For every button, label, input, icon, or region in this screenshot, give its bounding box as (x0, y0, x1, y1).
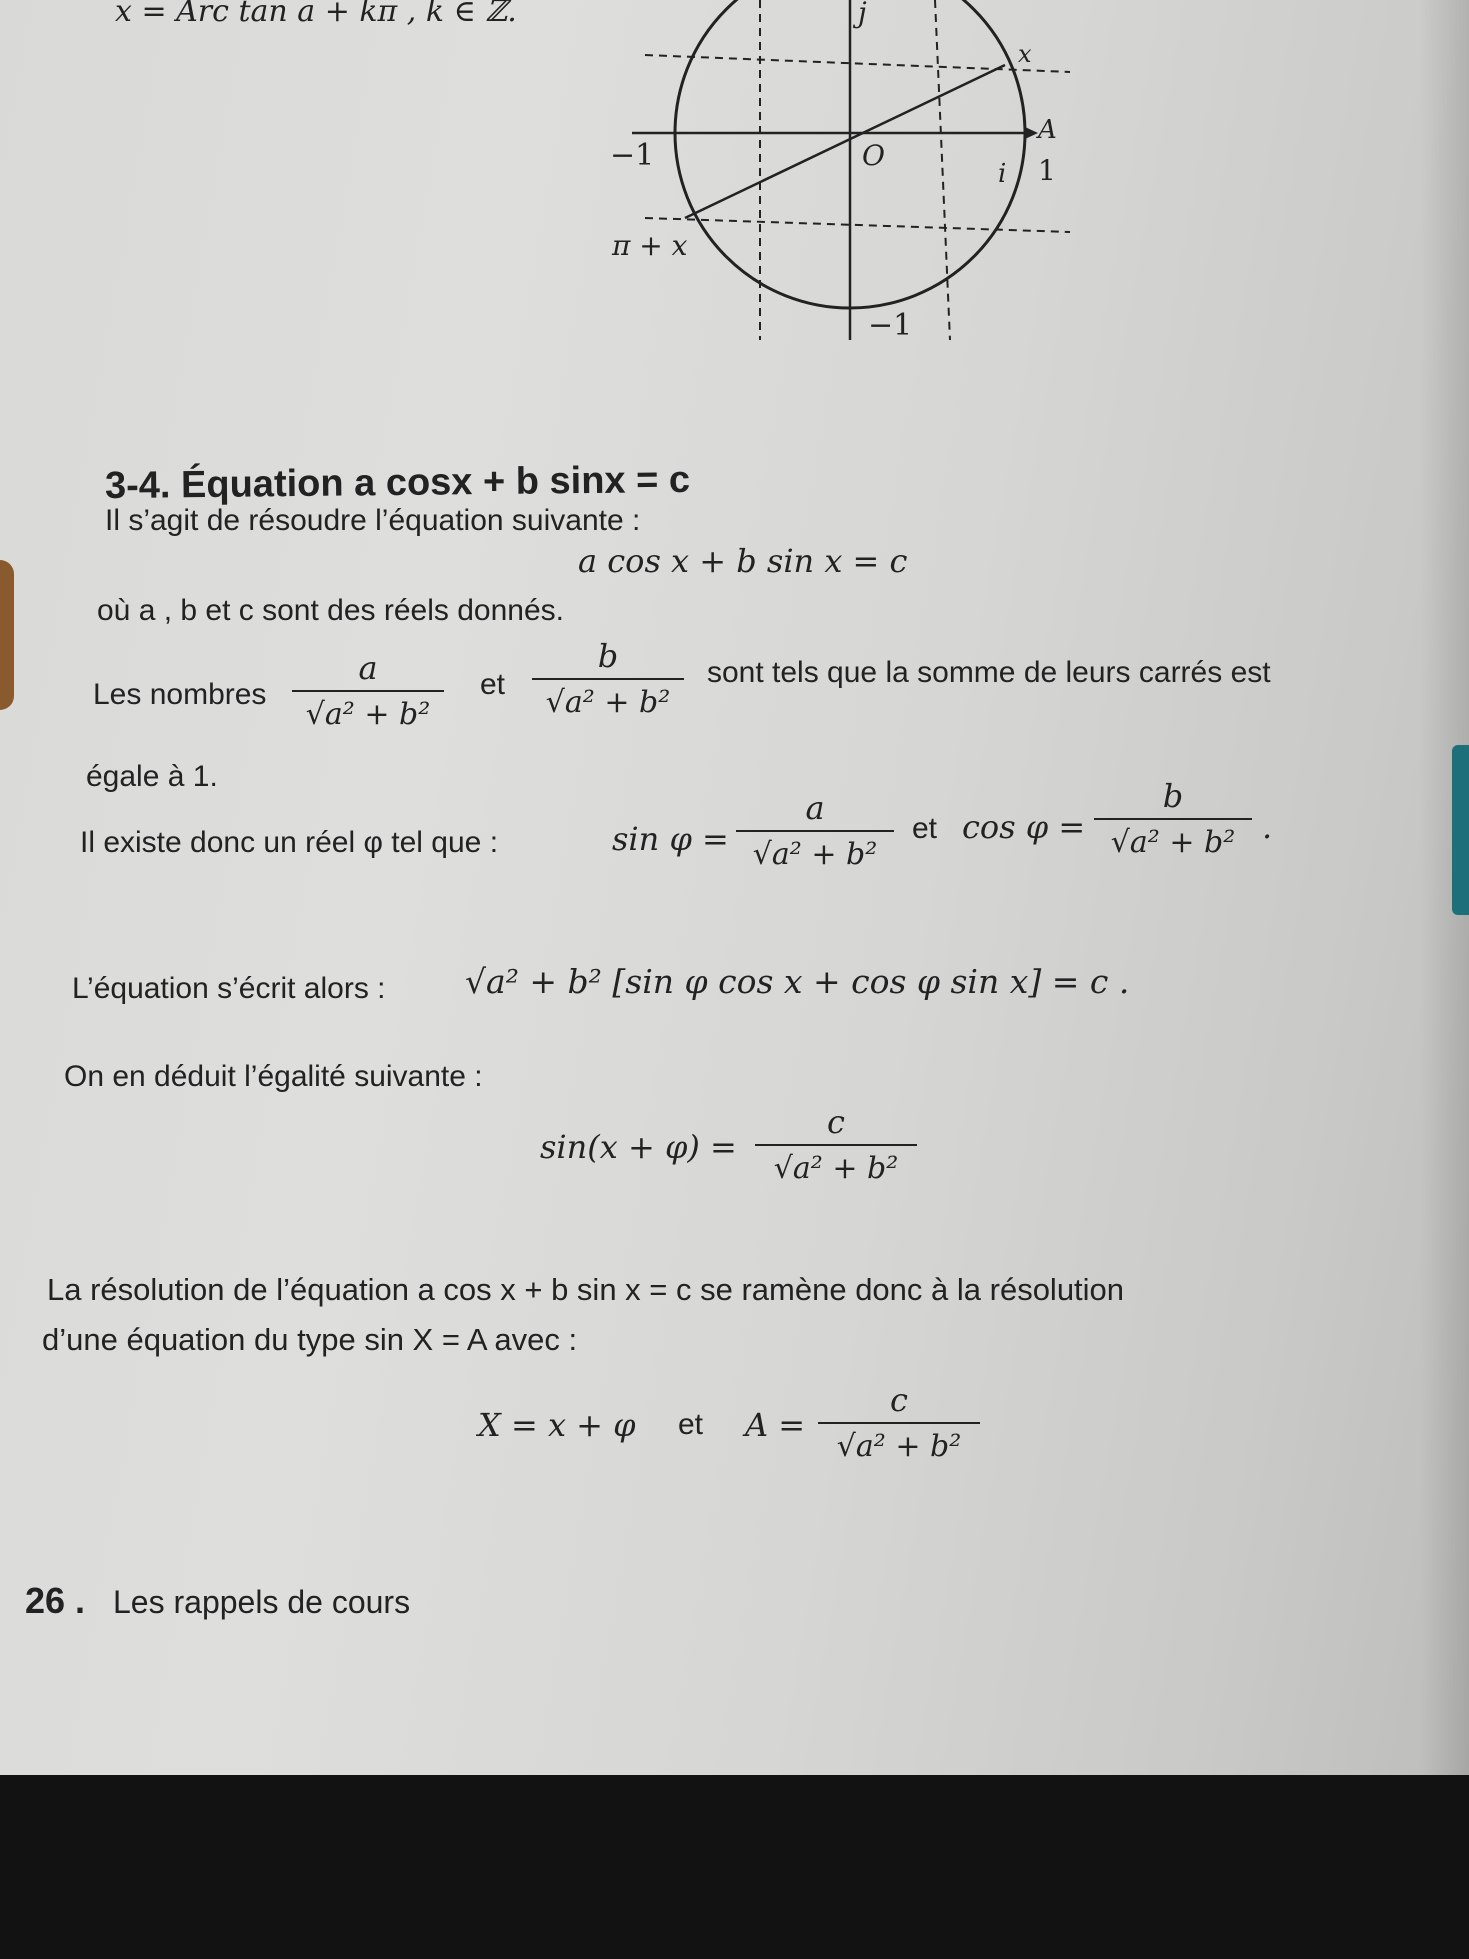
footer-page-number: 26 . (25, 1580, 86, 1621)
period: . (1262, 808, 1273, 846)
dark-background (0, 1775, 1469, 1959)
fraction-cos-numerator: b (1162, 777, 1184, 815)
fraction-cos-denominator: √a² + b² (1110, 825, 1236, 860)
fraction-A-numerator: c (890, 1381, 908, 1419)
somme-text: sont tels que la somme de leurs carrés est (707, 656, 1271, 689)
et-text-2: et (912, 812, 938, 845)
label-A: A (1038, 115, 1057, 145)
page-fold-shadow (0, 560, 14, 710)
dashed-bottom (645, 218, 1070, 232)
fraction-bar (755, 1144, 917, 1146)
fraction-cos-phi (1094, 776, 1252, 864)
ecrit-equation: √a² + b² [sin φ cos x + cos φ sin x] = c . (465, 962, 1130, 1001)
fraction-c-numerator: c (827, 1103, 845, 1141)
fraction-sin-denominator: √a² + b² (752, 837, 878, 872)
resolution-line-2: d’une équation du type sin X = A avec : (42, 1322, 578, 1357)
section-heading: 3-4. Équation a cosx + b sinx = c (104, 458, 691, 508)
label-x: x (1018, 40, 1032, 68)
deduit-text: On en déduit l’égalité suivante : (64, 1060, 483, 1093)
ecrit-label: L’équation s’écrit alors : (72, 972, 386, 1005)
fraction-a (292, 648, 444, 736)
main-equation: a cos x + b sin x = c (578, 542, 908, 580)
X-equation: X = x + φ (478, 1406, 636, 1444)
intro-text: Il s’agit de résoudre l’équation suivante : (105, 504, 641, 537)
cos-phi-label: cos φ = (962, 808, 1086, 846)
resolution-line-1: La résolution de l’équation a cos x + b sin x = c se ramène donc à la résolution (47, 1272, 1125, 1307)
fraction-bar (532, 678, 684, 680)
fraction-bar (736, 830, 894, 832)
A-equation-label: A = (745, 1406, 806, 1444)
fraction-a-numerator: a (358, 649, 378, 687)
fraction-b (532, 636, 684, 724)
footer-title: Les rappels de cours (113, 1584, 411, 1620)
given-text: où a , b et c sont des réels donnés. (97, 594, 564, 627)
les-nombres-text: Les nombres (93, 678, 267, 711)
fraction-bar (1094, 818, 1252, 820)
fraction-a-denominator: √a² + b² (305, 697, 431, 732)
fraction-A-denominator: √a² + b² (836, 1429, 962, 1464)
fraction-c (755, 1102, 917, 1190)
fraction-c-denominator: √a² + b² (773, 1151, 899, 1186)
sin-phi-label: sin φ = (612, 820, 729, 858)
fraction-sin-numerator: a (805, 789, 825, 827)
egale-text: égale à 1. (86, 760, 218, 793)
label-minus1-bottom: −1 (868, 308, 913, 343)
diameter-x (685, 65, 1005, 218)
label-pi-plus-x: π + x (612, 229, 688, 262)
label-O: O (862, 139, 885, 172)
fraction-b-denominator: √a² + b² (545, 685, 671, 720)
label-1: 1 (1038, 154, 1056, 187)
axis-arrow (1025, 127, 1038, 139)
dashed-right (935, 0, 950, 340)
et-text: et (480, 668, 506, 701)
il-existe-text: Il existe donc un réel φ tel que : (80, 826, 499, 859)
fraction-sin-phi (736, 788, 894, 876)
fraction-bar (292, 690, 444, 692)
trig-circle-diagram (600, 0, 1080, 350)
label-i: i (998, 159, 1007, 189)
label-j: j (858, 0, 867, 29)
sin-x-phi-label: sin(x + φ) = (540, 1128, 737, 1166)
top-formula: x = Arc tan a + kπ , k ∈ ℤ. (115, 0, 517, 29)
et-text-3: et (678, 1408, 704, 1441)
label-minus1-left: −1 (610, 138, 655, 173)
fraction-b-numerator: b (597, 637, 619, 675)
bookmark-tab (1452, 745, 1469, 915)
fraction-bar (818, 1422, 980, 1424)
fraction-A (818, 1380, 980, 1468)
